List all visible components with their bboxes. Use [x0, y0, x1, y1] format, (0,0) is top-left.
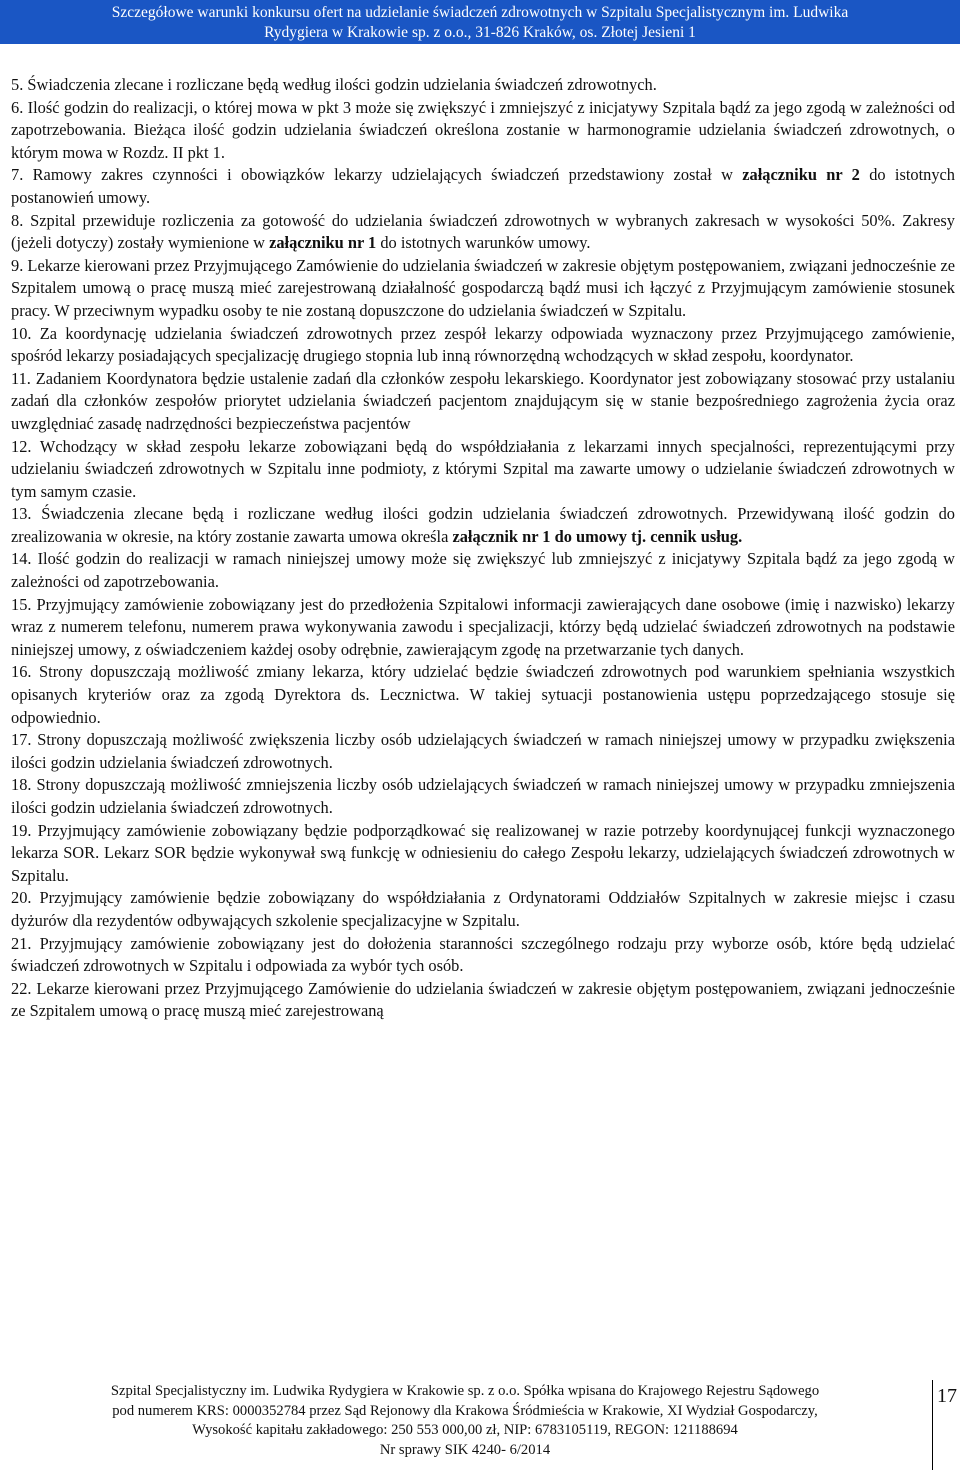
paragraph-text: do istotnych postanowień umowy.	[11, 165, 956, 207]
header-line-1: Szczegółowe warunki konkursu ofert na udzielanie świadczeń zdrowotnych w Szpitalu Specjalistycznym im. Ludwika	[111, 4, 849, 21]
paragraph-text: 19. Przyjmujący zamówienie zobowiązany będzie podporządkować się realizowanej w razie potrzeby koordynującej funkcji wyznaczonego lekarza SOR. Lekarz SOR będzie wykonywał swą funkcję w odniesieniu do całego Zespołu lekarzy, udzielających świadczeń zdrowotnych w Szpitalu.	[11, 820, 955, 885]
paragraph-text: 21. Przyjmujący zamówienie zobowiązany jest do dołożenia staranności szczególnego rodzaju przy wyborze osób, które będą udzielać świadczeń zdrowotnych w Szpitalu i odpowiada za wybór tych osób.	[11, 933, 955, 976]
footer-line-1: Szpital Specjalistyczny im. Ludwika Rydygiera w Krakowie sp. z o.o. Spółka wpisana do Krajowego Rejestru Sądowego	[110, 1383, 820, 1399]
paragraph-text: 22. Lekarze kierowani przez Przyjmującego Zamówienie do udzielania świadczeń w zakresie objętym postępowaniem, związani jednocześnie ze Szpitalem umową o pracę muszą mieć zarejestrowaną	[11, 978, 955, 1021]
bold-text: załącznik nr 1 do umowy tj. cennik usług.	[452, 526, 743, 546]
paragraph	[11, 729, 955, 774]
paragraph-text: 6. Ilość godzin do realizacji, o której mowa w pkt 3 może się zwiększyć i zmniejszyć z inicjatywy Szpitala bądź za jego zgodą w zależności od zapotrzebowania. Bieżąca ilość godzin udzielania świadczeń określona zostanie w harmonogramie udzielania świadczeń zdrowotnych, o którym mowa w Rozdz. II pkt 1.	[11, 97, 955, 162]
bold-text: załączniku nr 1	[269, 233, 377, 253]
paragraph	[11, 164, 955, 209]
paragraph	[11, 74, 955, 97]
paragraph-text: 14. Ilość godzin do realizacji w ramach niniejszej umowy może się zwiększyć lub zmniejszyć z inicjatywy Szpitala bądź za jego zgodą w zależności od zapotrzebowania.	[11, 549, 955, 592]
paragraph-text: do istotnych warunków umowy.	[376, 233, 591, 253]
paragraph	[11, 933, 955, 978]
header-line-2: Rydygiera w Krakowie sp. z o.o., 31-826 Kraków, os. Złotej Jesieni 1	[264, 24, 696, 41]
paragraph	[11, 368, 955, 436]
paragraph-text: 8. Szpital przewiduje rozliczenia za gotowość do udzielania świadczeń zdrowotnych w wybranych zakresach w wysokości 50%. Zakresy (jeżeli dotyczy) zostały wymienione w	[11, 210, 955, 253]
paragraph-text: 11. Zadaniem Koordynatora będzie ustalenie zadań dla członków zespołu lekarskiego. Koordynator jest zobowiązany stosować przy ustalaniu zadań dla członków zespołów priorytet udzielania świadczeń pacjentom znajdującym się w stanie bezpośredniego zagrożenia życia oraz uwzględniać zasadę nadrzędności bezpieczeństwa pacjentów	[11, 368, 955, 433]
paragraph-text: 10. Za koordynację udzielania świadczeń zdrowotnych przez zespół lekarzy odpowiada wyznaczony przez Przyjmującego zamówienie, spośród lekarzy posiadających specjalizację drugiego stopnia lub inną równorzędną wchodzących w skład zespołu, koordynator.	[11, 323, 955, 366]
paragraph-text: 15. Przyjmujący zamówienie zobowiązany jest do przedłożenia Szpitalowi informacji zawierających dane osobowe (imię i nazwisko) lekarzy wraz z numerem telefonu, numerem prawa wykonywania zawodu i specjalizacji, którzy będą udzielać świadczeń zdrowotnych na podstawie niniejszej umowy, z oświadczeniem każdej osoby odrębnie, zawierającym zgodę na przetwarzanie tych danych.	[11, 594, 955, 659]
paragraph	[11, 820, 955, 888]
page-number: 17	[937, 1385, 957, 1407]
paragraph-text: 7. Ramowy zakres czynności i obowiązków lekarzy udzielających świadczeń przedstawiony został w	[11, 165, 743, 185]
paragraph-text: 9. Lekarze kierowani przez Przyjmującego Zamówienie do udzielania świadczeń w zakresie objętym postępowaniem, związani jednocześnie ze Szpitalem umową o pracę muszą mieć zarejestrowaną działalność gospodarczą bądź musi ich łączyć z Przyjmującym zamówienie stosunek pracy. W przeciwnym wypadku osoby te nie zostaną dopuszczone do udzielania świadczeń w Szpitalu.	[11, 255, 955, 320]
document-body	[11, 74, 955, 1023]
paragraph	[11, 436, 955, 504]
paragraph	[11, 255, 955, 323]
footer-line-4: Nr sprawy SIK 4240- 6/2014	[379, 1441, 551, 1458]
footer-line-3: Wysokość kapitału zakładowego: 250 553 000,00 zł, NIP: 6783105119, REGON: 121188694	[192, 1422, 738, 1438]
page-header	[0, 0, 960, 44]
paragraph	[11, 774, 955, 819]
paragraph-text: 17. Strony dopuszczają możliwość zwiększenia liczby osób udzielających świadczeń w ramach niniejszej umowy w przypadku zwiększenia ilości godzin udzielania świadczeń zdrowotnych.	[11, 730, 955, 772]
paragraph	[11, 97, 955, 165]
paragraph-text: 20. Przyjmujący zamówienie będzie zobowiązany do współdziałania z Ordynatorami Oddziałów Szpitalnych w zakresie miejsc i czasu dyżurów dla rezydentów odbywających szkolenie specjalizacyjne w Szpitalu.	[11, 888, 955, 930]
paragraph	[11, 978, 955, 1023]
paragraph	[11, 661, 955, 729]
paragraph	[11, 887, 955, 932]
paragraph-text: 13. Świadczenia zlecane będą i rozliczane według ilości godzin udzielania świadczeń zdrowotnych. Przewidywaną ilość godzin do zrealizowania w okresie, na który zostanie zawarta umowa określa	[11, 504, 955, 546]
paragraph	[11, 594, 955, 662]
paragraph	[11, 503, 955, 548]
paragraph	[11, 210, 955, 255]
page-footer	[0, 1382, 930, 1460]
footer-line-2: pod numerem KRS: 0000352784 przez Sąd Rejonowy dla Krakowa Śródmieścia w Krakowie, XI Wydział Gospodarczy,	[112, 1402, 818, 1419]
paragraph-text: 18. Strony dopuszczają możliwość zmniejszenia liczby osób udzielających świadczeń w ramach niniejszej umowy w przypadku zmniejszenia ilości godzin udzielania świadczeń zdrowotnych.	[11, 775, 955, 817]
paragraph-text: 16. Strony dopuszczają możliwość zmiany lekarza, który udzielać będzie świadczeń zdrowotnych pod warunkiem spełniania wszystkich opisanych kryteriów oraz za zgodą Dyrektora ds. Lecznictwa. W takiej sytuacji postanowienia ustępu poprzedzającego stosuje się odpowiednio.	[11, 662, 955, 727]
bold-text: załączniku nr 2	[742, 165, 860, 185]
footer-divider	[932, 1380, 933, 1470]
paragraph	[11, 323, 955, 368]
paragraph	[11, 548, 955, 593]
paragraph-text: 5. Świadczenia zlecane i rozliczane będą według ilości godzin udzielania świadczeń zdrowotnych.	[11, 75, 657, 94]
paragraph-text: 12. Wchodzący w skład zespołu lekarze zobowiązani będą do współdziałania z lekarzami innych specjalności, reprezentującymi przy udzielaniu świadczeń zdrowotnych w Szpitalu inne podmioty, z którymi Szpital ma zawarte umowy o udzielanie świadczeń zdrowotnych w tym samym czasie.	[11, 436, 955, 501]
